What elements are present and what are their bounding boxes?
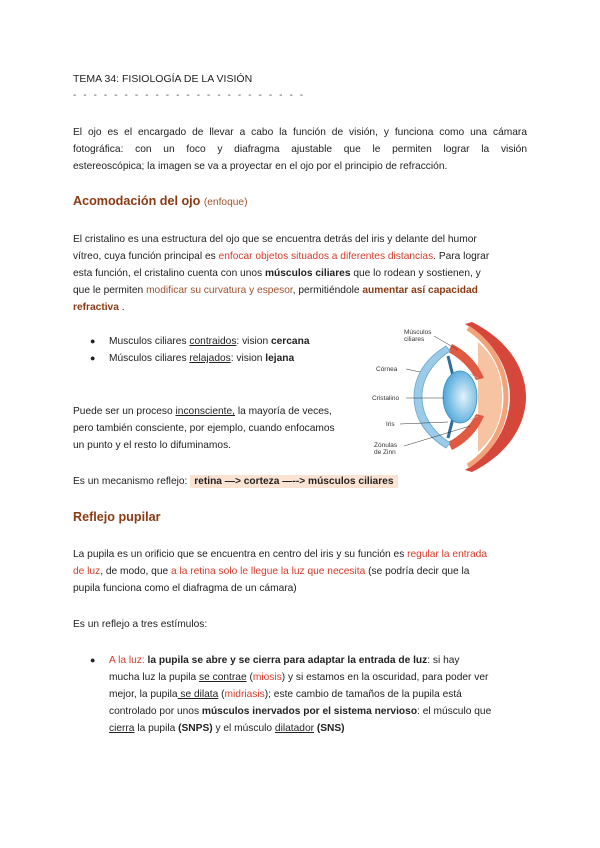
consciente-line-3: un punto y el resto lo difuminamos. <box>73 440 231 451</box>
acomodacion-line-4: que le permiten modificar su curvatura y espesor, permitiéndole aumentar así capacidad <box>73 285 478 296</box>
consciente-line-1: Puede ser un proceso inconsciente, la mayoría de veces, <box>73 406 332 417</box>
heading-subtext: (enfoque) <box>203 197 248 208</box>
consciente-line-2: pero también consciente, por ejemplo, cuando enfocamos <box>73 423 335 434</box>
pupilar-line-1: La pupila es un orificio que se encuentra en centro del iris y su función es regular la entrada <box>73 549 487 560</box>
intro-line-1: El ojo es el encargado de llevar a cabo la función de visión, y funciona como una cámara <box>73 127 527 138</box>
pupilar-stimuli-intro: Es un reflejo a tres estímulos: <box>73 619 208 630</box>
stimulus-line-2: mucha luz la pupila se contrae (miosis) y si estamos en la oscuridad, para poder ver <box>109 672 489 683</box>
heading-text: Acomodación del ojo <box>73 194 201 208</box>
stimulus-line-1: A la luz: la pupila se abre y se cierra para adaptar la entrada de luz: si hay <box>109 655 460 666</box>
label-iris: Iris <box>386 421 395 428</box>
acomodacion-line-3: esta función, el cristalino cuenta con unos músculos ciliares que lo rodean y sostienen, y <box>73 268 481 279</box>
acomodacion-line-1: El cristalino es una estructura del ojo que se encuentra detrás del iris y delante del humor <box>73 234 477 245</box>
pupilar-line-2: de luz, de modo, que a la retina solo le llegue la luz que necesita (se podría decir que la <box>73 566 470 577</box>
highlight-text: enfocar objetos situados a diferentes distancias <box>218 251 434 262</box>
stimulus-line-5: cierra la pupila (SNPS) y el músculo dilatador (SNS) <box>109 723 345 734</box>
bullet-contraidos: Musculos ciliares contraidos: vision cercana <box>109 336 310 347</box>
eye-diagram <box>360 322 530 472</box>
highlight-text: modificar su curvatura y espesor <box>146 285 293 296</box>
pupilar-line-3: pupila funciona como el diafragma de un cámara) <box>73 583 297 594</box>
bold-highlight-text: aumentar así capacidad <box>362 285 478 296</box>
bullet-dot: ● <box>90 655 96 665</box>
section-heading-pupilar: Reflejo pupilar <box>73 510 161 524</box>
intro-line-3: estereoscópica; la imagen se va a proyectar en el ojo por el principio de refracción. <box>73 161 448 172</box>
label-musculos: Músculos <box>404 329 432 336</box>
title-underline: - - - - - - - - - - - - - - - - - - - - - - - <box>73 90 306 101</box>
label-cornea: Córnea <box>376 366 398 373</box>
stimulus-line-4: controlado por unos músculos inervados por el sistema nervioso: el músculo que <box>109 706 492 717</box>
page-title: TEMA 34: FISIOLOGÍA DE LA VISIÓN <box>73 73 253 85</box>
label-cristalino: Cristalino <box>372 395 400 402</box>
intro-line-2: fotográfica: con un foco y diafragma ajustable que le permiten lograr la visión <box>73 144 527 155</box>
bullet-dot: ● <box>90 336 96 346</box>
label-zinn: de Zinn <box>374 449 396 456</box>
section-heading-acomodacion <box>73 194 247 208</box>
acomodacion-line-5: refractiva . <box>73 302 125 313</box>
bold-text: músculos ciliares <box>264 268 351 279</box>
label-zonulas: Zónulas <box>374 442 398 449</box>
bullet-relajados: Músculos ciliares relajados: vision lejana <box>109 353 295 364</box>
lens-shape <box>443 371 477 423</box>
reflejo-line: Es un mecanismo reflejo: retina —> corteza —--> músculos ciliares <box>73 473 398 491</box>
acomodacion-line-2: vítreo, cuya función principal es enfocar objetos situados a diferentes distancias. Para lograr <box>73 251 490 262</box>
label-ciliares: ciliares <box>404 336 425 343</box>
reflejo-path-highlight: retina —> corteza —--> músculos ciliares <box>190 475 397 488</box>
stimulus-line-3: mejor, la pupila se dilata (midriasis); este cambio de tamaños de la pupila está <box>109 689 462 700</box>
bullet-dot: ● <box>90 353 96 363</box>
